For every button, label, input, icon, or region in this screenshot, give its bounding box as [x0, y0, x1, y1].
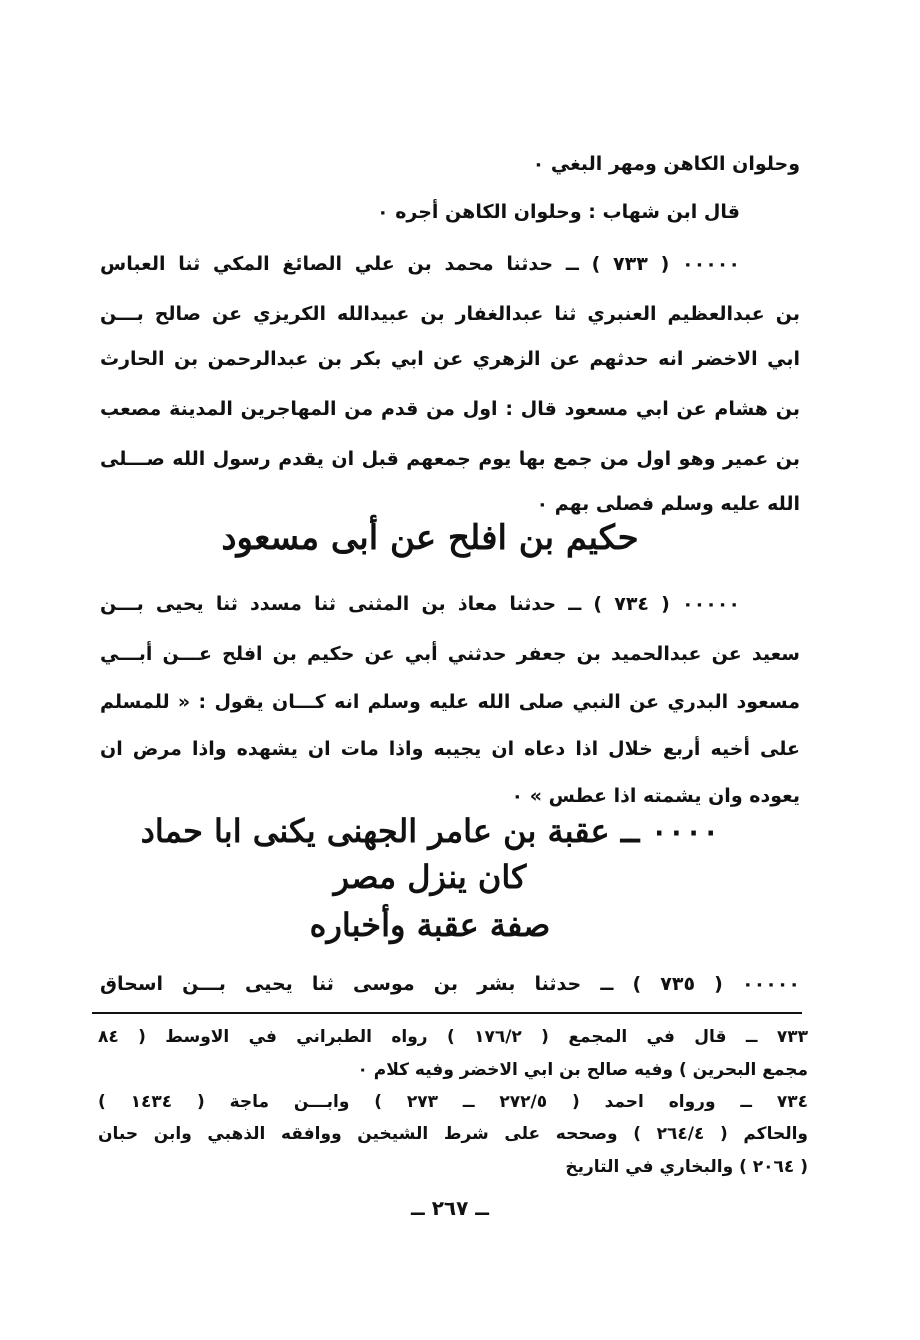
text-line: مسعود البدري عن النبي صلى الله عليه وسلم انه كـــان يقول : « للمسلم: [100, 691, 800, 713]
text-line: ابي الاخضر انه حدثهم عن الزهري عن ابي بكر بن عبدالرحمن بن الحارث: [100, 348, 800, 370]
text-line: بن عمير وهو اول من جمع بها يوم جمعهم قبل ان يقدم رسول الله صـــلى: [100, 448, 800, 470]
text-line: على أخيه أربع خلال اذا دعاه ان يجيبه واذا مات ان يشهده واذا مرض ان: [100, 738, 800, 760]
text-line: وحلوان الكاهن ومهر البغي ٠: [532, 153, 800, 175]
text-line: ٠٠٠٠٠ ( ٧٣٤ ) ــ حدثنا معاذ بن المثنى ثنا مسدد ثنا يحيى بـــن: [100, 593, 740, 615]
text-line: يعوده وان يشمته اذا عطس » ٠: [511, 785, 800, 807]
text-line: بن هشام عن ابي مسعود قال : اول من قدم من المهاجرين المدينة مصعب: [100, 398, 800, 420]
text-line: ٠٠٠٠٠ ( ٧٣٥ ) ــ حدثنا بشر بن موسى ثنا يحيى بـــن اسحاق: [100, 973, 800, 995]
chapter-heading: ٠٠٠٠ ــ عقبة بن عامر الجهنى يكنى ابا حماد: [140, 812, 720, 850]
footnote-line: ٧٣٣ ــ قال في المجمع ( ١٧٦/٢ ) رواه الطبراني في الاوسط ( ٨٤: [98, 1027, 809, 1047]
text-line: ٠٠٠٠٠ ( ٧٣٣ ) ــ حدثنا محمد بن علي الصائغ المكي ثنا العباس: [100, 253, 740, 275]
footnote-line: ( ٢٠٦٤ ) والبخاري في التاريخ: [565, 1157, 808, 1177]
footnote-line: والحاكم ( ٢٦٤/٤ ) وصححه على شرط الشيخين ووافقه الذهبي وابن حبان: [98, 1124, 808, 1144]
page-number: ــ ٢٦٧ ــ: [411, 1196, 489, 1220]
text-line: الله عليه وسلم فصلى بهم ٠: [536, 493, 800, 515]
text-line: قال ابن شهاب : وحلوان الكاهن أجره ٠: [376, 201, 740, 223]
footnote-line: مجمع البحرين ) وفيه صالح بن ابي الاخضر وفيه كلام ٠: [357, 1060, 808, 1080]
section-heading: صفة عقبة وأخباره: [309, 906, 551, 944]
section-heading: حكيم بن افلح عن أبى مسعود: [221, 518, 639, 558]
chapter-subheading: كان ينزل مصر: [333, 858, 527, 896]
footnote-line: ٧٣٤ ــ ورواه احمد ( ٢٧٢/٥ ــ ٢٧٣ ) وابـــن ماجة ( ١٤٣٤ ): [98, 1092, 808, 1112]
text-line: سعيد عن عبدالحميد بن جعفر حدثني أبي عن حكيم بن افلح عـــن أبـــي: [100, 643, 800, 665]
text-line: بن عبدالعظيم العنبري ثنا عبدالغفار بن عبيدالله الكريزي عن صالح بـــن: [100, 303, 800, 325]
footnote-divider: [92, 1012, 802, 1014]
